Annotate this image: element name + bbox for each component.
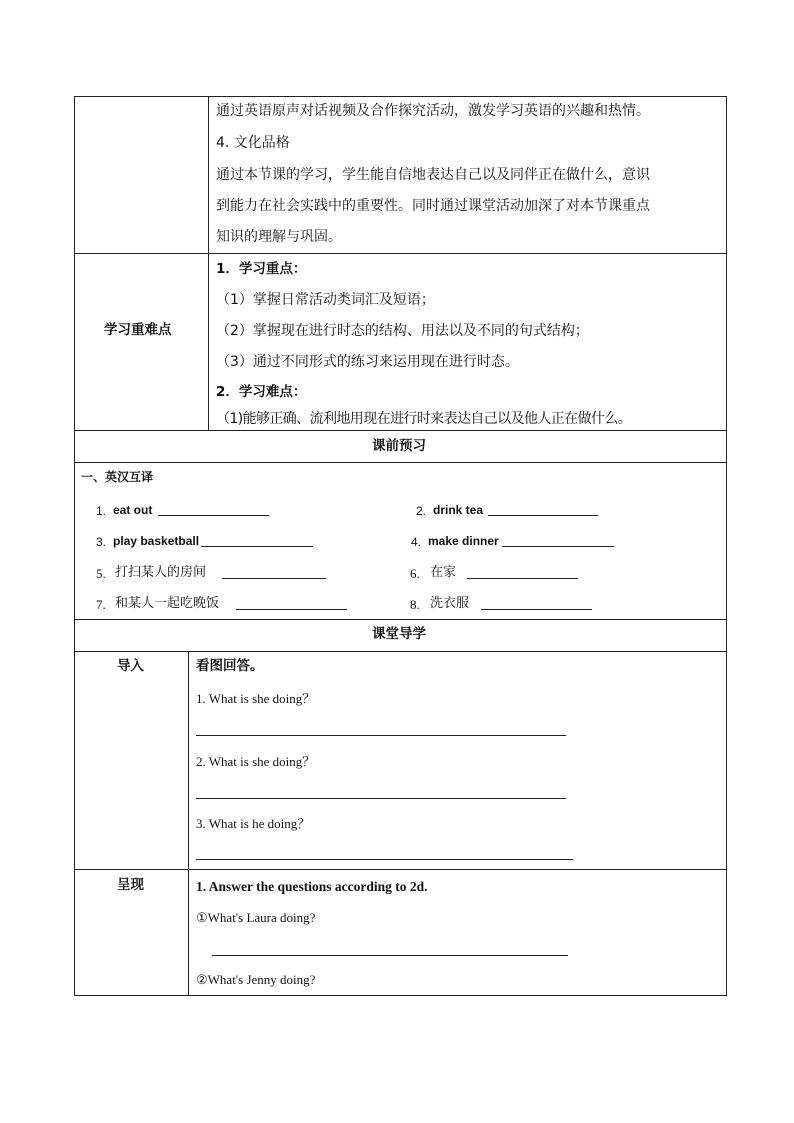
translation-section-title: 一、英汉互译 xyxy=(81,470,154,484)
translation-item-text: play basketball xyxy=(113,534,200,548)
translation-item-text: 洗衣服 xyxy=(430,596,470,611)
objective-heading: 4. 文化品格 xyxy=(216,135,290,151)
answer-line[interactable] xyxy=(196,859,573,860)
translation-item-number: 7. xyxy=(96,597,106,612)
table-border-right xyxy=(726,96,727,996)
present-question: ①What's Laura doing? xyxy=(196,910,316,925)
answer-blank[interactable] xyxy=(502,546,614,547)
translation-item-number: 3. xyxy=(96,535,107,549)
table-border-bottom xyxy=(74,995,727,996)
translation-item-number: 1. xyxy=(96,504,107,518)
translation-item-text: eat out xyxy=(113,503,153,517)
answer-blank[interactable] xyxy=(236,609,347,610)
present-question: ②What's Jenny doing? xyxy=(196,972,316,987)
row-divider xyxy=(74,651,727,652)
translation-item-number: 6. xyxy=(410,566,420,581)
row-divider xyxy=(74,253,727,254)
answer-blank[interactable] xyxy=(158,515,269,516)
key-points-label: 学习重难点 xyxy=(104,322,172,338)
row-divider xyxy=(74,462,727,463)
translation-item-text: 打扫某人的房间 xyxy=(115,565,207,580)
row-divider xyxy=(74,869,727,870)
objective-paragraph-line: 知识的理解与巩固。 xyxy=(216,229,342,245)
answer-blank[interactable] xyxy=(467,578,578,579)
table-border-left xyxy=(74,96,75,996)
translation-item-text: 和某人一起吃晚饭 xyxy=(115,596,220,611)
translation-item-number: 2. xyxy=(416,504,427,518)
key-point-item: （2）掌握现在进行时态的结构、用法以及不同的句式结构； xyxy=(216,323,589,339)
intro-label: 导入 xyxy=(117,658,144,674)
translation-item-text: 在家 xyxy=(430,565,457,580)
answer-line[interactable] xyxy=(196,798,566,799)
answer-line[interactable] xyxy=(196,735,566,736)
objective-line: 通过英语原声对话视频及合作探究活动，激发学习英语的兴趣和热情。 xyxy=(216,103,650,119)
present-heading: 1. Answer the questions according to 2d. xyxy=(196,879,428,894)
column-divider-bottom xyxy=(188,651,189,996)
key-point-item: （3）通过不同形式的练习来运用现在进行时态。 xyxy=(216,354,519,370)
difficulty-title: 2．学习难点： xyxy=(216,384,307,400)
answer-blank[interactable] xyxy=(488,515,598,516)
translation-item-text: make dinner xyxy=(428,534,499,548)
answer-blank[interactable] xyxy=(201,546,313,547)
answer-blank[interactable] xyxy=(481,609,592,610)
intro-question: 3. What is he doing？ xyxy=(196,816,311,831)
objective-paragraph-line: 通过本节课的学习，学生能自信地表达自己以及同伴正在做什么，意识 xyxy=(216,167,650,183)
preview-title: 课前预习 xyxy=(372,438,426,454)
intro-heading: 看图回答。 xyxy=(196,658,264,674)
answer-blank[interactable] xyxy=(222,578,326,579)
row-divider xyxy=(74,619,727,620)
row-divider xyxy=(74,430,727,431)
intro-question: 1. What is she doing？ xyxy=(196,691,316,706)
intro-question: 2. What is she doing？ xyxy=(196,754,316,769)
translation-item-number: 4. xyxy=(411,535,422,549)
table-border-top xyxy=(74,96,727,97)
key-point-item: （1）掌握日常活动类词汇及短语； xyxy=(216,292,435,308)
answer-line[interactable] xyxy=(212,955,568,956)
translation-item-text: drink tea xyxy=(433,503,484,517)
difficulty-item: （1)能够正确、流利地用现在进行时来表达自己以及他人正在做什么。 xyxy=(216,411,632,427)
objective-paragraph-line: 到能力在社会实践中的重要性。同时通过课堂活动加深了对本节课重点 xyxy=(216,198,650,214)
key-point-title: 1．学习重点： xyxy=(216,261,307,277)
translation-item-number: 8. xyxy=(410,597,420,612)
column-divider-top xyxy=(208,96,209,431)
guide-title: 课堂导学 xyxy=(372,626,426,642)
translation-item-number: 5. xyxy=(96,566,106,581)
present-label: 呈现 xyxy=(117,877,144,893)
